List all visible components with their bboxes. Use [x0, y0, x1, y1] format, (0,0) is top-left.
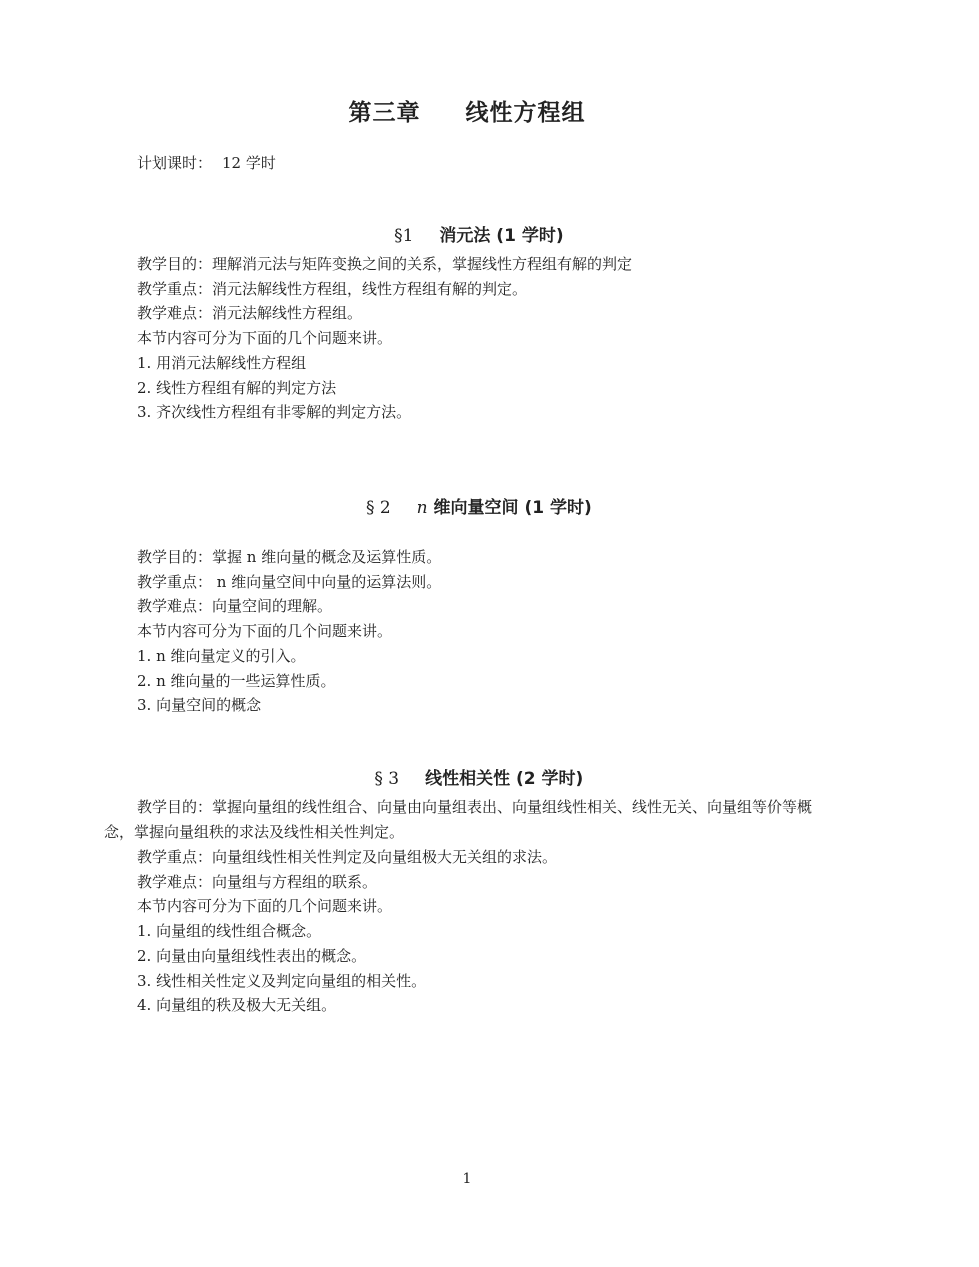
list-item: 2. n 维向量的一些运算性质。: [137, 671, 336, 690]
text-line: 教学重点：向量组线性相关性判定及向量组极大无关组的求法。: [137, 848, 558, 866]
section-symbol: § 2: [365, 498, 391, 518]
page-number: 1: [462, 1171, 472, 1187]
text-line: 本节内容可分为下面的几个问题来讲。: [137, 329, 393, 348]
planned-hours-label: 计划课时：: [137, 154, 213, 172]
list-item: 2. 向量由向量组线性表出的概念。: [137, 946, 367, 965]
text-line: 教学重点： n 维向量空间中向量的运算法则。: [137, 572, 442, 591]
text-line: 本节内容可分为下面的几个问题来讲。: [137, 897, 393, 916]
section-heading: 维向量空间 (1 学时): [427, 498, 592, 518]
section-3-body: [137, 845, 837, 1018]
section-2-body: [137, 545, 837, 718]
section-symbol: § 3: [374, 769, 400, 789]
text-line: 教学目的：理解消元法与矩阵变换之间的关系，掌握线性方程组有解的判定: [137, 255, 633, 273]
text-line: 教学难点：向量组与方程组的联系。: [137, 872, 378, 891]
section-heading: 线性相关性 (2 学时): [425, 769, 584, 789]
text-line: 教学重点：消元法解线性方程组，线性方程组有解的判定。: [137, 279, 528, 298]
section-3-objective: 教学目的：掌握向量组的线性组合、向量由向量组表出、向量组线性相关、线性无关、向量组等价等概念，掌握向量组秩的求法及线性相关性判定。: [104, 798, 813, 841]
list-item: 1. 向量组的线性组合概念。: [137, 922, 322, 941]
list-item: 3. 齐次线性方程组有非零解的判定方法。: [137, 403, 412, 422]
list-item: 1. n 维向量定义的引入。: [137, 646, 306, 665]
text-line: 教学目的：掌握 n 维向量的概念及运算性质。: [137, 548, 442, 566]
list-item: 2. 线性方程组有解的判定方法: [137, 378, 337, 397]
list-item: 3. 线性相关性定义及判定向量组的相关性。: [137, 971, 427, 990]
text-line: 本节内容可分为下面的几个问题来讲。: [137, 622, 393, 641]
section-2-title: [0, 473, 934, 538]
planned-hours-value: 12 学时: [222, 154, 276, 172]
text-line: 教学难点：消元法解线性方程组。: [137, 304, 363, 323]
section-title-variable: n: [416, 498, 428, 518]
planned-hours: [137, 152, 276, 173]
list-item: 1. 用消元法解线性方程组: [137, 353, 307, 372]
chapter-title: 第三章 线性方程组: [348, 100, 586, 126]
section-heading: 消元法 (1 学时): [439, 226, 564, 246]
section-symbol: §1: [394, 226, 414, 246]
list-item: 4. 向量组的秩及极大无关组。: [137, 996, 337, 1015]
list-item: 3. 向量空间的概念: [137, 696, 262, 715]
section-1-body: [137, 252, 837, 425]
text-line: 教学难点：向量空间的理解。: [137, 597, 333, 616]
